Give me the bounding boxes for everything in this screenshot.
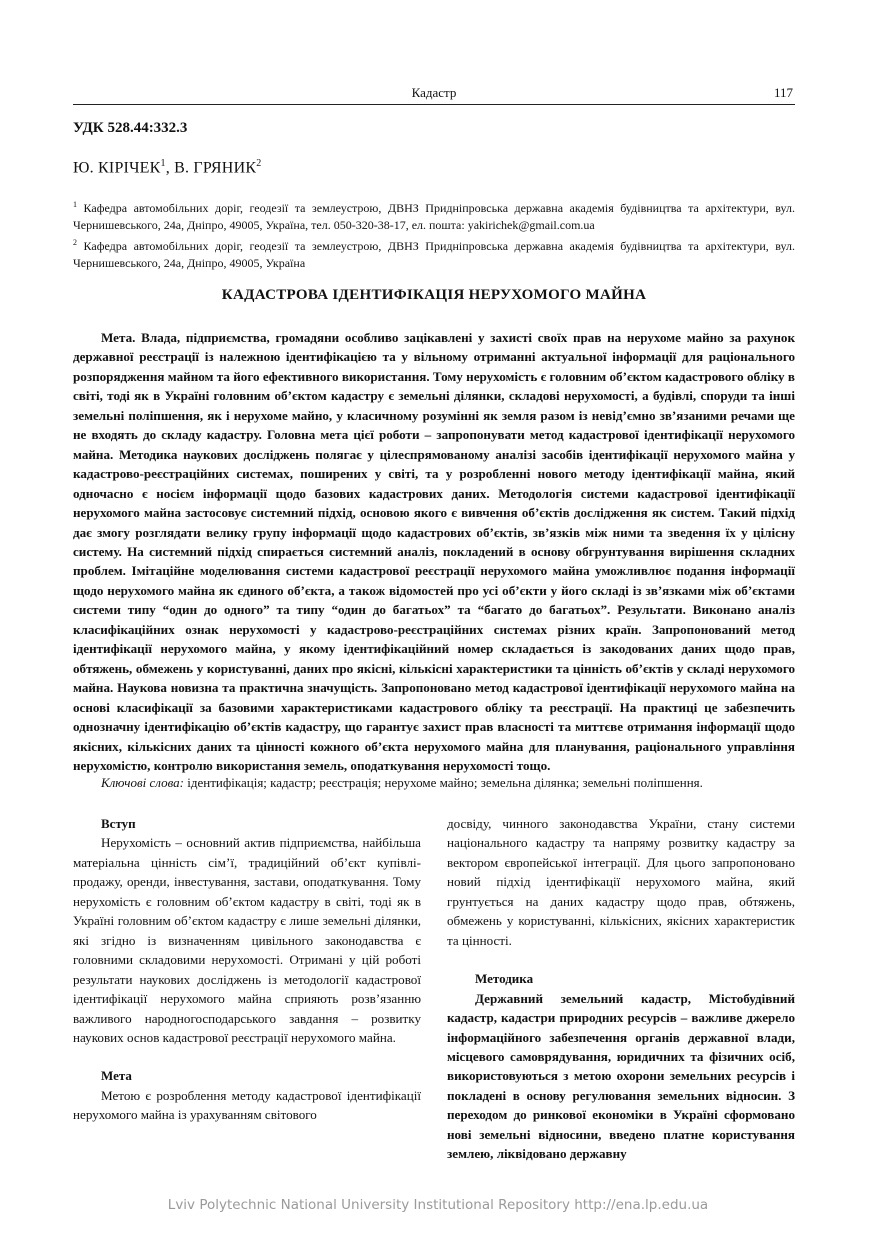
intro-paragraph: Нерухомість – основний актив підприємства, найбільша матеріальна цінність сім’ї, традиційний об’єкт купівлі-продажу, оренди, інвестування, застави, оподаткування. Тому нерухомість є головним об’єктом кадастру в світі, тоді як в Україні головним об’єктом кадастру є лише земельні ділянки, які згідно із визначенням цивільного законодавства є головними складовими нерухомості. Отримані у цій роботі результати наукових досліджень із методології кадастрової ідентифікації нерухомого майна сприяють розв’язанню важливого народногосподарського завдання – розвитку наукових основ кадастрової реєстрації нерухомого майна. <box>73 835 421 1045</box>
goal-text: Метою є розроблення методу кадастрової ідентифікації нерухомого майна із урахуванням світового <box>73 1087 421 1123</box>
abstract-method-text: наукових досліджень полягає у цілеспрямованому аналізі засобів ідентифікації нерухомого майна у кадастрово-реєстраційних системах, поширених у світі, та у розробленні нового методу ідентифікації майна, який одночасно є носієм інформації щодо базових кадастрових даних. Методологія системи кадастрової ідентифікації нерухомого майна застосовує системний підхід, основою якого є вивчення об’єктів дослідження як систем. Такий підхід дає змогу розглядати велику групу інформації щодо кадастрових об’єктів, зв’язків між ними та зведення їх у цілісну систему. На системний підхід спирається системний аналіз, покладений в основу обгрунтування вирішення складних проблем. Імітаційне моделювання системи кадастрової реєстрації нерухомого майна уможливлює подання інформації щодо нерухомого майна як єдиного об’єкта, а також відомостей про усі об’єкти у його складі із зв’язками між об’єктами системи типу “один до одного” та типу “один до багатьох” та “багато до багатьох”. <box>73 446 796 618</box>
abstract-heading-novelty: Наукова новизна та практична значущість. <box>117 680 378 696</box>
section-heading-method: Методика <box>475 971 534 987</box>
abstract-results-text: . Виконано аналіз класифікаційних ознак нерухомості у кадастрово-реєстраційних системах різних країн. Запропонований метод ідентифікації нерухомого майна, у якому ідентифікаційний номер складається із закодованих даних щодо прав, обтяжень, обмежень у користуванні, даних про якісні, кількісні характеристики та цінність об’єктів у складі нерухомого майна. <box>73 602 795 696</box>
running-header-section: Кадастр <box>411 85 457 100</box>
paper-title: КАДАСТРОВА ІДЕНТИФІКАЦІЯ НЕРУХОМОГО МАЙНА <box>221 287 647 303</box>
affiliation-sup: 2 <box>73 238 77 247</box>
abstract-goal-text: . Влада, підприємства, громадяни особливо зацікавлені у захисті своїх прав на нерухоме майно за рахунок державної реєстрації із належною ідентифікацією та у вільному отриманні актуальної інформації для раціонального розпорядження майном та його ефективного використання. Тому нерухомість є головним об’єктом кадастрового обліку в світі, тоді як в Україні головним об’єктом кадастру є земельні ділянки, складові нерухомості, а будівлі, споруди та інші земельні поліпшення, як і нерухоме майно, у класичному розумінні як земля разом із невід’ємно зв’язаними речами ще не входять до складу кадастру. Головна мета цієї роботи – запропонувати метод кадастрової ідентифікації нерухомого майна. <box>73 330 795 462</box>
keywords <box>73 775 795 791</box>
goal-paragraph <box>73 1086 421 1125</box>
affiliation-sup: 1 <box>73 200 77 209</box>
keywords-label: Ключові слова: <box>101 775 184 790</box>
method-paragraph: Державний земельний кадастр, Містобудівний кадастр, кадастри природних ресурсів – важливе джерело інформаційного забезпечення органів державної влади, місцевого самоврядування, юридичних та фізичних осіб, використовуються з метою охорони земельних ресурсів і покладені в основу регулювання земельних відносин. З переходом до ринкової економіки в Україні сформовано нові земельні відносини, введено платне користування землею, ліквідовано державну <box>447 990 795 1162</box>
author-sup: 2 <box>256 158 262 169</box>
goal-paragraph-continued: досвіду, чинного законодавства України, стану системи національного кадастру та напряму розвитку кадастру за вектором європейської інтеграції. Для цього запропоновано новий підхід ідентифікації нерухомого майна, який грунтується на даних кадастру щодо прав, обтяжень, обмежень у користуванні, кількісних, якісних характеристик та цінності. <box>447 816 795 948</box>
affiliation-1 <box>73 196 795 234</box>
left-column <box>73 814 421 1125</box>
author-sup: 1 <box>160 158 166 169</box>
keywords-text: ідентифікація; кадастр; реєстрація; нерухоме майно; земельна ділянка; земельні поліпшення. <box>183 775 703 790</box>
authors: Ю. КІРІЧЕК$^1$, В. ГРЯНИК$^2$ <box>73 158 262 177</box>
abstract-heading-results: Результати <box>617 602 683 618</box>
abstract-heading-goal: Мета <box>101 330 133 345</box>
affiliations <box>73 196 795 272</box>
section-heading-goal: Мета <box>101 1068 132 1084</box>
affiliation-2 <box>73 234 795 272</box>
abstract-novelty-text: Запропоновано метод кадастрової ідентифікації нерухомого майна на основі класифікації за базовими характеристиками кадастрового обліку та реєстрації. На практиці це забезпечить однозначну ідентифікацію об’єктів кадастру, що гарантує захист прав власності та миттєве отримання інформації щодо якісних, кількісних даних та цінності кожного об’єкта нерухомого майна для планування, раціонального управління нерухомістю, контролю використання земель, оподаткування нерухомості тощо. <box>73 680 795 773</box>
section-heading-intro: Вступ <box>101 816 136 831</box>
abstract-paragraph <box>73 328 795 775</box>
author-name: В. ГРЯНИК <box>174 159 257 177</box>
author-name: Ю. КІРІЧЕК <box>73 159 161 177</box>
page-number: 117 <box>773 85 793 100</box>
abstract-heading-method: Методика <box>118 446 178 462</box>
right-column <box>447 814 795 1164</box>
repository-footer: Lviv Polytechnic National University Institutional Repository http://ena.lp.edu.ua <box>167 1197 709 1213</box>
running-header <box>73 84 795 105</box>
abstract <box>73 328 795 775</box>
affiliation-text: Кафедра автомобільних доріг, геодезії та землеустрою, ДВНЗ Придніпровська державна академія будівництва та архітектури, вул. Чернишевського, 24а, Дніпро, 49005, Україна, тел. 050-320-38-17, ел. пошта: yakirichek@gmail.com.ua <box>73 201 795 232</box>
udk-code: УДК 528.44:332.3 <box>73 120 188 136</box>
affiliation-text: Кафедра автомобільних доріг, геодезії та землеустрою, ДВНЗ Придніпровська державна академія будівництва та архітектури, вул. Чернишевського, 24а, Дніпро, 49005, Україна <box>73 239 795 270</box>
